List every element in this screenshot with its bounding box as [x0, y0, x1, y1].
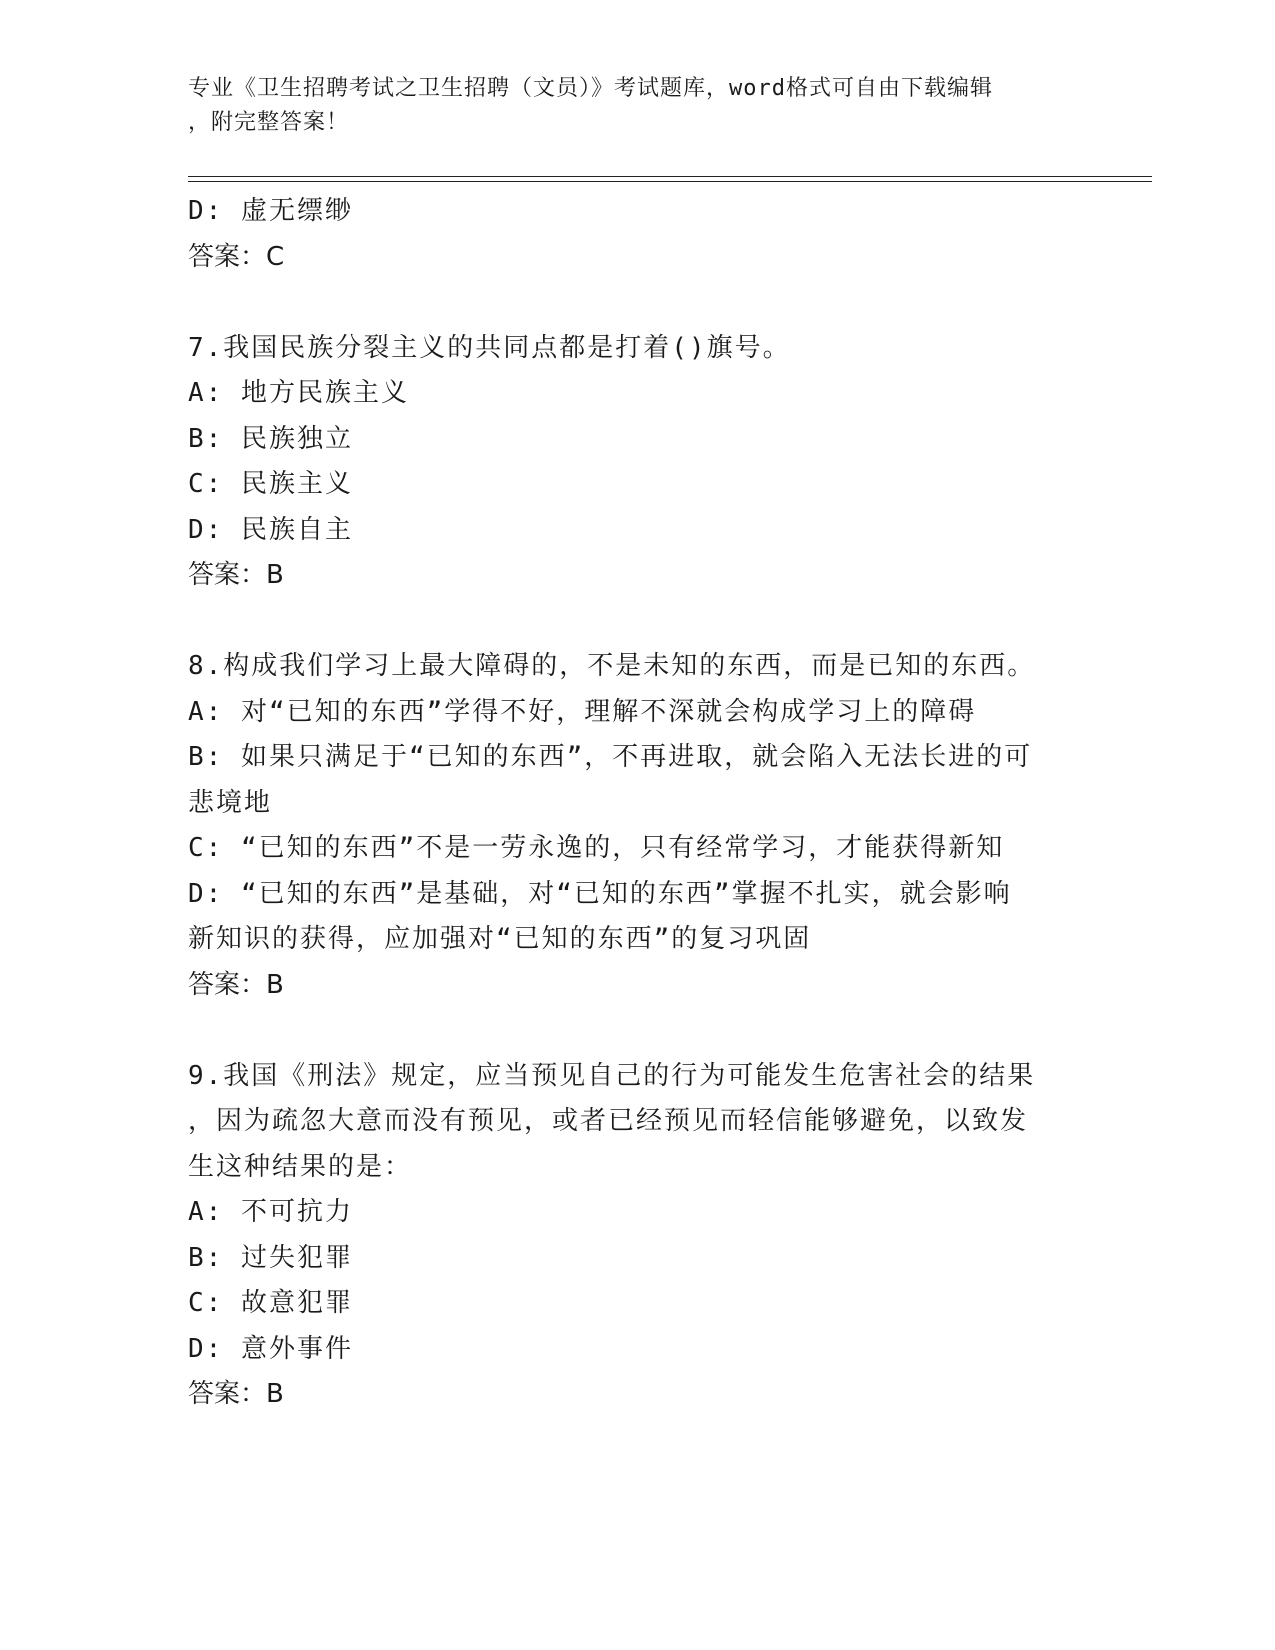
header-title-line-1: 专业《卫生招聘考试之卫生招聘（文员）》考试题库，word格式可自由下载编辑 [188, 76, 993, 101]
option-b: B: 民族独立 [188, 423, 353, 454]
option-b: B: 过失犯罪 [188, 1242, 353, 1273]
option-b-continued: 悲境地 [188, 787, 273, 818]
option-d: D: “已知的东西”是基础，对“已知的东西”掌握不扎实，就会影响 [188, 878, 1012, 909]
spacer [188, 599, 1088, 645]
header-divider-bottom [188, 181, 1152, 182]
option-d: D: 意外事件 [188, 1333, 353, 1364]
question-9 [188, 1054, 1088, 1418]
spacer [188, 280, 1088, 326]
question-stem-continued: 生这种结果的是： [188, 1151, 413, 1182]
question-8 [188, 644, 1088, 1008]
answer: 答案：B [188, 560, 284, 590]
option-a: A: 不可抗力 [188, 1197, 353, 1227]
spacer [188, 1008, 1088, 1054]
option-a: A: 地方民族主义 [188, 378, 409, 408]
answer: 答案：B [188, 1379, 284, 1409]
option-c: C: 民族主义 [188, 469, 353, 499]
question-stem: 7.我国民族分裂主义的共同点都是打着()旗号。 [188, 332, 791, 363]
option-c: C: 故意犯罪 [188, 1288, 353, 1318]
question-stem: 9.我国《刑法》规定，应当预见自己的行为可能发生危害社会的结果 [188, 1060, 1036, 1091]
option-b: B: 如果只满足于“已知的东西”，不再进取，就会陷入无法长进的可 [188, 742, 1033, 772]
header-title-line-2: ，附完整答案！ [188, 110, 350, 135]
question-stem-continued: ，因为疏忽大意而没有预见，或者已经预见而轻信能够避免，以致发 [188, 1106, 1029, 1136]
option-d: D: 民族自主 [188, 514, 353, 545]
option-d-continued: 新知识的获得，应加强对“已知的东西”的复习巩固 [188, 924, 812, 954]
answer: 答案：B [188, 969, 284, 1000]
question-7 [188, 326, 1088, 599]
option-a: A: 对“已知的东西”学得不好，理解不深就会构成学习上的障碍 [188, 696, 977, 727]
header-divider-top [188, 176, 1152, 177]
question-stem: 8.构成我们学习上最大障碍的，不是未知的东西，而是已知的东西。 [188, 651, 1036, 681]
question-list [188, 189, 1088, 1418]
option-d: D: 虚无缥缈 [188, 196, 353, 226]
document-header [188, 72, 1068, 140]
option-c: C: “已知的东西”不是一劳永逸的，只有经常学习，才能获得新知 [188, 833, 1005, 863]
answer: 答案：C [188, 241, 285, 272]
